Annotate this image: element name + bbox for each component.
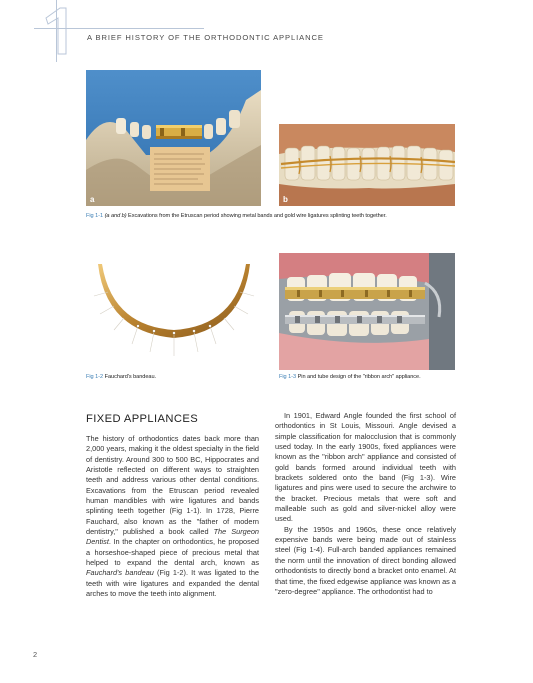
figure-1-1a-photo xyxy=(86,70,261,206)
body-column-right xyxy=(275,411,456,597)
figure-1-3-ribbon-arch-photo xyxy=(279,253,455,370)
figure-1-1-panels: (a and b) xyxy=(104,213,127,219)
figure-1-2-bandeau xyxy=(86,252,261,370)
body-column-left xyxy=(86,434,259,600)
panel-label-b: b xyxy=(283,195,288,204)
paragraph-stainless-steel: By the 1950s and 1960s, these once relatively expensive bands were being made out of stainless steel (Fig 1-4). Full-arch banded appliances remained the norm until the innovation of direct bonding allowed orthodontists to directly bond a bracket onto enamel. At that time, the fixed edgewise appliance was known as a "zero-degree" appliance. The orthodontist had to xyxy=(275,524,456,596)
figure-1-1-caption xyxy=(86,213,387,219)
chapter-title: A BRIEF HISTORY OF THE ORTHODONTIC APPLIANCE xyxy=(87,33,324,42)
page-number: 2 xyxy=(33,650,38,659)
paragraph-history xyxy=(86,434,259,600)
figure-1-2-caption xyxy=(86,374,156,380)
figure-1-3-text: Pin and tube design of the "ribbon arch" appliance. xyxy=(297,374,421,380)
figure-1-2-text: Fauchard's bandeau. xyxy=(104,374,157,380)
figure-1-1b-photo xyxy=(279,124,455,206)
chapter-number: 1 xyxy=(52,42,53,43)
paragraph-history-part-3: (Fig 1-2). It was ligated to the teeth with wire ligatures and expanded the dental arches to move the teeth into alignment. xyxy=(86,568,259,599)
book-title: The Surgeon Dentist xyxy=(86,527,259,547)
term-fauchards-bandeau: Fauchard's bandeau xyxy=(86,568,154,578)
panel-label-a: a xyxy=(90,195,95,204)
figure-1-3-caption xyxy=(279,374,421,380)
chapter-number-outline xyxy=(38,4,78,60)
figure-1-1-label: Fig 1-1 xyxy=(86,213,104,219)
figure-1-2-label: Fig 1-2 xyxy=(86,374,104,380)
figure-1-3-label: Fig 1-3 xyxy=(279,374,297,380)
paragraph-history-part-1: The history of orthodontics dates back more than 2,000 years, making it the oldest specialty in the field of dentistry. Around 300 to 500 BC, Hippocrates and Aristotle reflected on different ways to straighten teeth and address various other dental conditions. Excavations from the Etruscan period revealed human mandibles with wire ligatures and bands splinting teeth together (Fig 1-1). In 1728, Pierre Fauchard, also known as the "father of modern dentistry," published a book called xyxy=(86,434,259,537)
paragraph-history-part-2: . In the chapter on orthodontics, he proposed a horseshoe-shaped piece of precious metal that helped to expand the dental arch, known as xyxy=(86,537,259,568)
paragraph-angle: In 1901, Edward Angle founded the first school of orthodontics in St Louis, Missouri. Angle devised a simple classification for malocclusion that is commonly used today. In the early 1900s, fixed appliances were known as the "ribbon arch" appliance and consisted of gold bands formed around individual teeth with brackets soldered onto the band (Fig 1-3). Wire ligatures and pins were used to secure the archwire to the bracket. Precious metals that were soft and malleable such as gold and silver-nickel alloy were used. xyxy=(275,411,456,524)
section-heading: FIXED APPLIANCES xyxy=(86,413,199,425)
figure-1-1-text: Excavations from the Etruscan period showing metal bands and gold wire ligatures splinting teeth together. xyxy=(128,213,387,219)
